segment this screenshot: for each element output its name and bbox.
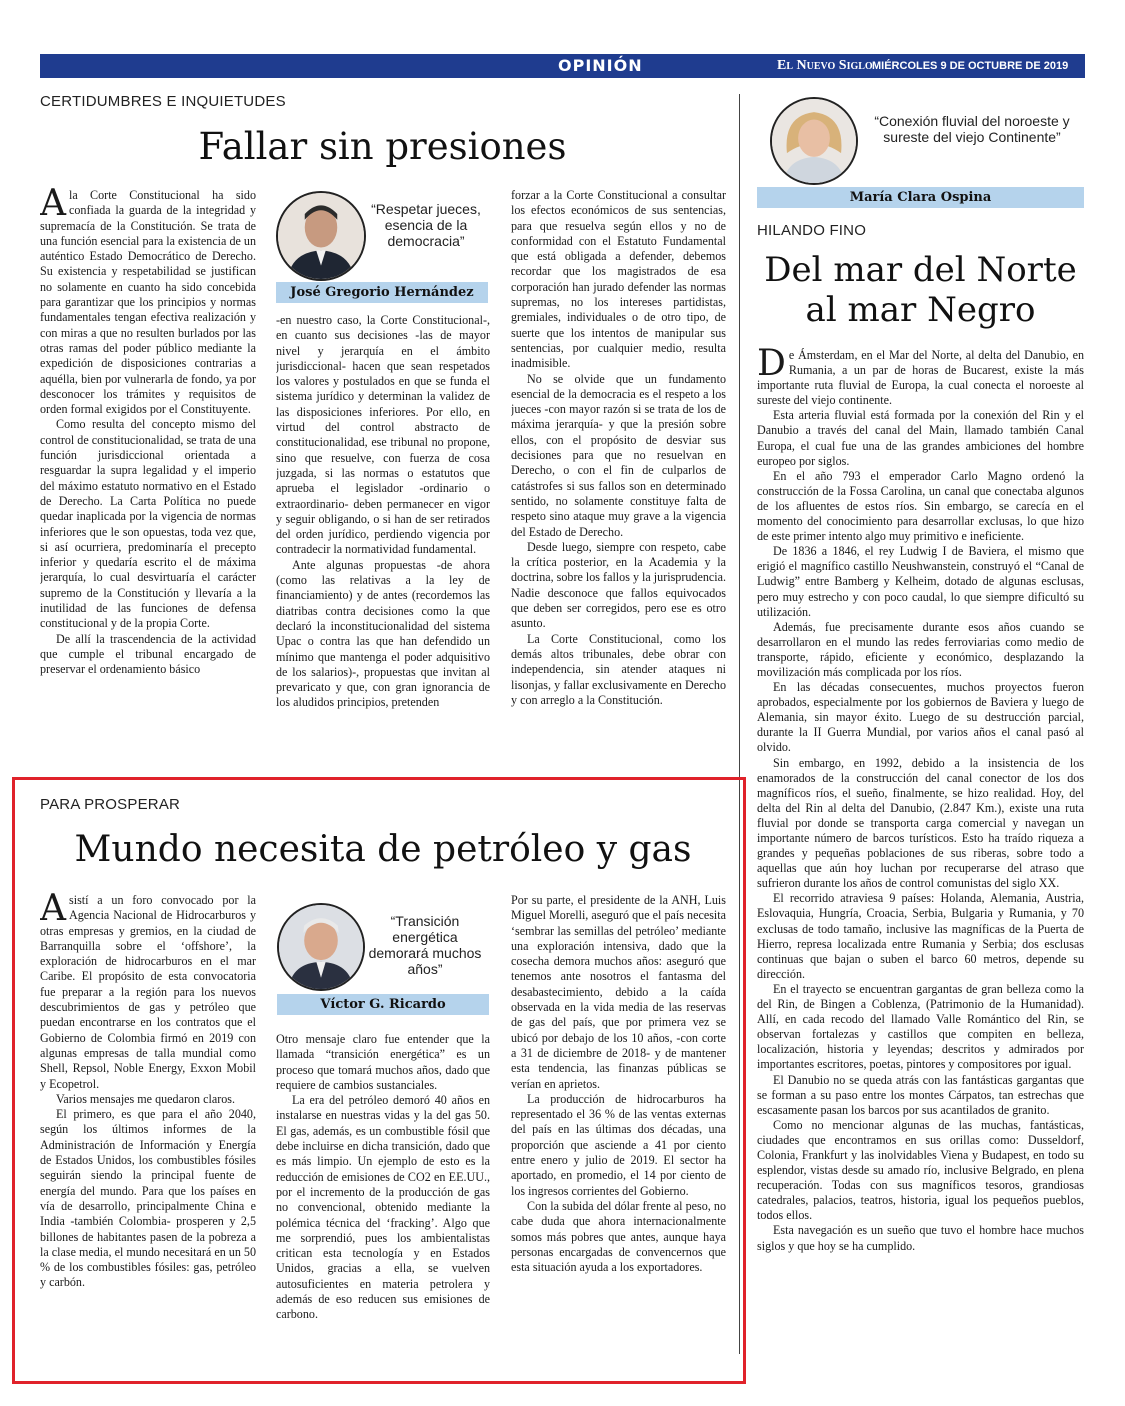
article1-col2-p1: -en nuestro caso, la Corte Constitucional-, en cuanto sus decisiones -las de mayor nivel y jerarquía en el ámbito jurisdiccional- hacen que sean respetados los valores y postulados en que se funda el sistema jurídico y determinan la validez de las disposiciones inferiores. Por ello, en virtud del control abstracto de constitucionalidad, ese tribunal no propone, sino que resuelve, con fuerza de cosa juzgada, si las normas o estatutos que aprueba el legislador -ordinario o extraordinario- deben permanecer en vigor y seguir obligando, o si han de ser retirados del orden jurídico, perdiendo vigencia por contradecir la normatividad fundamental. xyxy=(276,313,490,557)
newspaper-name: El Nuevo Siglo xyxy=(777,58,873,73)
portrait-icon xyxy=(278,193,364,279)
article1-col2-p2: Ante algunas propuestas -de ahora (como las relativas a la ley de financiamiento) y de antes (recordemos las diatribas contra decisiones como la que declaró la inconstitucionalidad del sistema Upac o contra las que han defendido un mínimo que mantenga el poder adquisitivo de los salarios)-, propuestas que invitan al prevaricato y que, con gran ignorancia de los aludidos principios, pretenden xyxy=(276,557,490,710)
article1-col3-p3: Desde luego, siempre con respeto, cabe la crítica posterior, en la Academia y la doctrina, sobre los fallos y la jurisprudencia. Nadie desconoce que fallos equivocados que deben ser corregidos, pero ese es otro asunto. xyxy=(511,539,726,631)
article3-author-name: María Clara Ospina xyxy=(757,187,1084,208)
article1-quote: “Respetar jueces, esencia de la democracia” xyxy=(371,201,481,249)
author-photo-jose-gregorio xyxy=(276,191,366,281)
article2-col3-p2: La producción de hidrocarburos ha representado el 36 % de las ventas externas del país en las últimas dos décadas, una proporción que asciende a 41 por ciento entre enero y julio de 2019. El sector ha aportado, en promedio, el 14 por ciento de los ingresos corrientes del Gobierno. xyxy=(511,1091,726,1198)
author-photo-maria-clara xyxy=(770,97,858,185)
article2-col1-p3: El primero, es que para el año 2040, según los últimos informes de la Administración de Información y Energía de Estados Unidos, los combustibles fósiles seguirán siendo la principal fuente de energía del mundo. Para que los países en vía de desarrollo, principalmente China e India -también Colombia- prosperen y 2,5 billones de habitantes pasen de la pobreza a la clase media, el mundo necesitará en un 50 % de los combustibles fósiles: gas, petróleo y carbón. xyxy=(40,1107,256,1290)
article1-dropcap: A xyxy=(40,188,66,224)
article1-kicker: CERTIDUMBRES E INQUIETUDES xyxy=(40,93,286,110)
highlight-box xyxy=(12,777,746,1384)
article2-col1-p2: Varios mensajes me quedaron claros. xyxy=(56,1091,235,1106)
article2-title: Mundo necesita de petróleo y gas xyxy=(74,829,692,870)
article1-column-3 xyxy=(511,188,726,768)
article3-p12: Esta navegación es un sueño que tuvo el hombre hace muchos siglos y que hoy se ha cumplido. xyxy=(757,1223,1084,1253)
article3-dropcap: D xyxy=(757,348,786,384)
article2-author-name: Víctor G. Ricardo xyxy=(277,994,489,1015)
section-title: OPINIÓN xyxy=(558,56,643,75)
page-number: 9A xyxy=(1097,55,1121,75)
article1-author-name: José Gregorio Hernández xyxy=(276,282,488,303)
article3-body xyxy=(757,348,1084,1353)
article3-quote: “Conexión fluvial del noroeste y sureste del viejo Continente” xyxy=(874,113,1070,145)
article3-p3: En el año 793 el emperador Carlo Magno ordenó la construcción de la Fossa Carolina, un canal que conectaba algunos de los afluentes de estos ríos. Sin embargo, se carecía en el momento del conocimiento para desarrollar exclusas, lo que hizo de este primer intento algo muy primitivo e ineficiente. xyxy=(757,468,1084,544)
article3-p11: Como no mencionar algunas de las muchas, fantásticas, ciudades que encontramos en sus orillas como: Dusseldorf, Colonia, Frankfurt y las inolvidables Viena y Budapest, en todo su esplendor, vistas desde su amado río, inclusive Belgrado, en plena recuperación. Todas con sus magníficos tesoros, grandiosas catedrales, palacios, teatros, historia, igual los pequeños pueblos, todos ellos. xyxy=(757,1117,1084,1223)
article1-col3-p1: forzar a la Corte Constitucional a consultar los efectos económicos de sus sentencias, para que resuelva según ellos y no de conformidad con el Estatuto Fundamental que está obligada a defender, debemos recordar que los magistrados de esa corporación han jurado defender las normas supremas, no los intereses partidistas, gremiales, individuales o de otro tipo, de suerte que los intentos de manipular sus sentencias, por cualquier medio, resulta inadmisible. xyxy=(511,188,726,371)
article3-p8: El recorrido atraviesa 9 países: Holanda, Alemania, Austria, Eslovaquia, Hungría, Croacia, Serbia, Bulgaria y Rumania, y 70 exclusas de todo tamaño, inclusive las magníficas de la Puerta de Hierro, represa localizada entre Rumania y Serbia; dos esclusas continuas que bajan o suben el barco 60 metros, depende su dirección. xyxy=(757,891,1084,981)
article3-p7: Sin embargo, en 1992, debido a la insistencia de los enamorados de la construcción del canal conector de los dos magníficos ríos, el sueño, finalmente, se hizo realidad. Hoy, del delta del Rin al delta del Danubio, (2.847 Km.), existe una ruta fluvial por donde se transporta carga comercial y navegan un importante número de barcos turísticos. Esto ha traído riqueza a grandes y pequeñas poblaciones de sus riberas, sobre todo a aquellas que aún hoy luchan por recuperarse del atraso que sufrieron durante los años de control comunistas del siglo XX. xyxy=(757,755,1084,891)
article3-p4: De 1836 a 1846, el rey Ludwig I de Baviera, el mismo que erigió el magnífico castillo Neushwanstein, construyó el “Canal de Ludwig” entre Bamberg y Kelheim, dotado de algunas esclusas, pero muy estrecho y con poco caudal, lo que siempre dificultó su utilización. xyxy=(757,544,1084,619)
article2-col2-p1: Otro mensaje claro fue entender que la llamada “transición energética” es un proceso que tomará muchos años, dado que requiere de cambios sustanciales. xyxy=(276,1032,490,1092)
issue-date: MIÉRCOLES 9 DE OCTUBRE DE 2019 xyxy=(872,60,1069,72)
article2-dropcap: A xyxy=(40,893,66,929)
article3-title xyxy=(757,250,1084,330)
article1-title: Fallar sin presiones xyxy=(198,125,567,168)
article3-p9: En el trayecto se encuentran gargantas de gran belleza como la del Rin, de Bingen a Coblenza, (Patrimonio de la Humanidad). Allí, en cada recodo del llamado Valle Romántico del Rin, se observan fortalezas y castillos que compiten en belleza, localización, historia y leyendas; descritos y admirados por importantes escritores, poetas, pintores y compositores por igual. xyxy=(757,981,1084,1072)
article3-title-line1: Del mar del Norte xyxy=(764,250,1077,290)
article1-column-2 xyxy=(276,313,490,768)
page-header-bar xyxy=(40,54,1121,78)
article3-kicker: HILANDO FINO xyxy=(757,222,867,239)
article1-column-1 xyxy=(40,188,256,768)
article3-p6: En las décadas consecuentes, muchos proyectos fueron aprobados, especialmente por los gobiernos de Baviera y luego de Alemania, sin mayor éxito. Luego de su destrucción parcial, durante la II Guerra Mundial, por varios años el canal pasó al olvido. xyxy=(757,680,1084,755)
article1-col3-p4: La Corte Constitucional, como los demás altos tribunales, debe obrar con independencia, sin atender ataques ni lisonjas, y fallar exclusivamente en Derecho y con arreglo a la Constitución. xyxy=(511,631,726,707)
article2-quote: “Transición energética demorará muchos años” xyxy=(368,913,482,977)
article1-col1-p2: Como resulta del concepto mismo del control de constitucionalidad, se trata de una función jurisdiccional orientada a resguardar la supra legalidad y el imperio del máximo estatuto normativo en el Estado de Derecho. La Carta Política no puede quedar inaplicada por la vigencia de normas inferiores que le son opuestas, toda vez que, si así ocurriera, predominaría el precepto inferior y quedaría escrito el de máxima jerarquía, lo cual desvirtuaría el carácter supremo de la Constitución y llevaría a la inutilidad de las funciones de defensa constitucional y de la propia Corte. xyxy=(40,417,256,631)
article1-col1-p1: la Corte Constitucional ha sido confiada la guarda de la integridad y supremacía de la Constitución. Se trata de una función esencial para la existencia de un auténtico Estado Democrático de Derecho. Su existencia y respetabilidad se justifican no solamente en cuanto ha sido concebida para garantizar que los principios y normas fundamentales tengan efectiva realización y con miras a que no resulten burlados por las otras ramas del poder público mediante la expedición de disposiciones contrarias a aquélla, bien por vulnerarla de fondo, ya por desconocer los trámites y requisitos de orden formal exigidos por el Constituyente. xyxy=(40,188,256,417)
article3-title-line2: al mar Negro xyxy=(805,290,1036,331)
article3-p10: El Danubio no se queda atrás con las fantásticas gargantas que se forman a su paso entre los montes Cárpatos, tan estrechas que escasamente pasan los barcos por sus acantilados de granito. xyxy=(757,1072,1084,1117)
article3-p2: Esta arteria fluvial está formada por la conexión del Rin y el Danubio a través del canal del Main, llamado también Canal Europa, el cual fue una de las grandes ambiciones del hombre europeo por siglos. xyxy=(757,408,1084,468)
article2-col3-p1: Por su parte, el presidente de la ANH, Luis Miguel Morelli, aseguró que el país necesita ‘sembrar las semillas del petróleo’ mediante una exploración intensiva, dado que la cosecha demora muchos años: aseguró que tenemos ante nosotros el fantasma del desabastecimiento, debido a la caída observada en la vida media de las reservas de gas del país, que por primera vez se ubicó por debajo de los 10 años, -con corte a 31 de diciembre de 2018- y de mantener esta tendencia, las finanzas públicas se verían en aprietos. xyxy=(511,893,726,1091)
article2-col2-p2: La era del petróleo demoró 40 años en instalarse en nuestras vidas y la del gas 50. El gas, además, es un combustible fósil que debe incluirse en dicha transición, dado que es más limpio. Un ejemplo de esto es la reducción de emisiones de CO2 en EE.UU., por el incremento de la producción de gas no convencional, obtenido mediante la polémica técnica del ‘fracking’. Algo que me sorprendió, pues los ambientalistas critican esta tecnología y en Estados Unidos, gracias a ella, se vuelven autosuficientes en materia petrolera y además de eso reducen sus emisiones de carbono. xyxy=(276,1093,490,1322)
article1-col1-p3: De allí la trascendencia de la actividad que cumple el tribunal encargado de preservar el ordenamiento básico xyxy=(40,631,256,677)
article2-col1-p1: sistí a un foro convocado por la Agencia Nacional de Hidrocarburos y otras empresas y gremios, en la ciudad de Barranquilla sobre el ‘offshore’, la exploración de hidrocarburos en el mar Caribe. El propósito de esta convocatoria fue preparar a la región para los nuevos descubrimientos de gas y petróleo que puedan encontrarse en los contratos que el Gobierno de Colombia firmó en 2019 con algunas empresas de talla mundial como Shell, Repsol, Noble Energy, Exxon Mobil y Ecopetrol. xyxy=(40,893,256,1091)
article1-col3-p2: No se olvide que un fundamento esencial de la democracia es el respeto a los jueces -con mayor razón si se trata de los de máxima jerarquía- y que la presión sobre ellos, con el propósito de desviar sus decisiones para que no resuelvan en Derecho, o con el fin de culparlos de catástrofes si sus fallos son en determinado sentido, no solamente constituye falta de respeto sino ataque muy grave a la vigencia del Estado de Derecho. xyxy=(511,371,726,539)
article2-kicker: PARA PROSPERAR xyxy=(40,796,181,813)
article2-col3-p3: Con la subida del dólar frente al peso, no cabe duda que ahora internacionalmente somos más pobres que antes, aunque haya personas encargadas de convencernos que esta situación ayuda a los exportadores. xyxy=(511,1198,726,1275)
portrait-icon xyxy=(772,99,856,183)
article3-p1: e Ámsterdam, en el Mar del Norte, al delta del Danubio, en Rumania, a un par de horas de Bucarest, existe la más importante ruta fluvial de Europa, la cual conecta el noroeste al sureste del viejo continente. xyxy=(757,348,1084,408)
article3-p5: Además, fue precisamente durante esos años cuando se desarrollaron en el mundo las redes ferroviarias como medio de transporte, rápido, eficiente y económico, desplazando la movilización más complicada por los ríos. xyxy=(757,619,1084,679)
